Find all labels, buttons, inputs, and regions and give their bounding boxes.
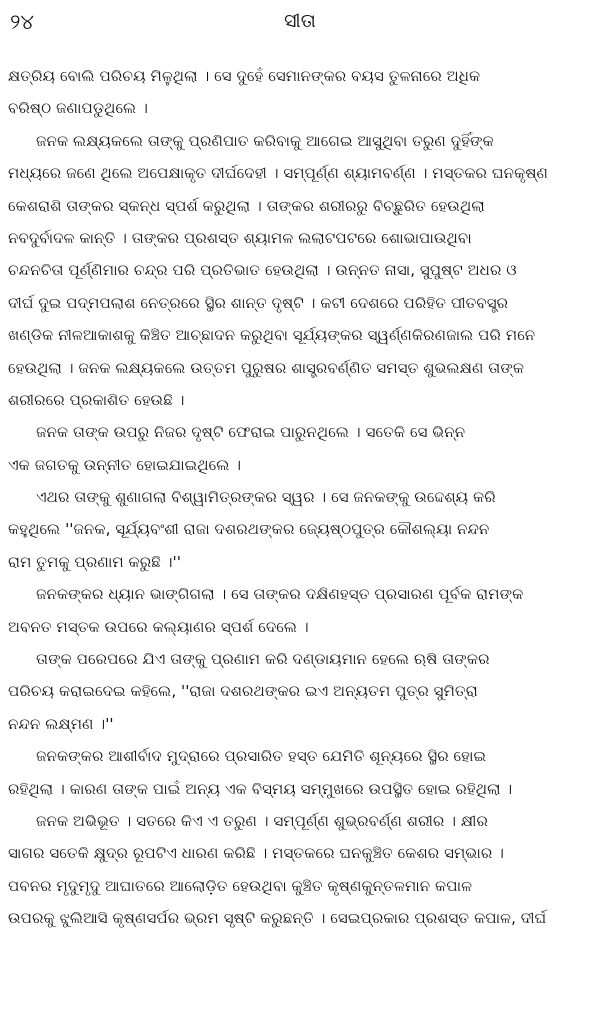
text-line: ହେଉଥିଲା । ଜନକ ଲକ୍ଷ୍ୟକଲେ ଉତ୍ତମ ପୁରୁଷର ଶାସ୍ତ୍ରବର୍ଣ୍ଣିତ ସମସ୍ତ ଶୁଭଲକ୍ଷଣ ତାଙ୍କ	[8, 358, 525, 377]
text-line: ପରିଚୟ କରାଇଦେଇ କହିଲେ, ''ରାଜା ଦଶରଥଙ୍କର ଇଏ ଅନ୍ୟତମ ପୁତ୍ର ସୁମିତ୍ରା	[8, 682, 478, 701]
text-line: ଖଣ୍ଡିକ ନୀଳଆକାଶକୁ କିଞ୍ଚିତ ଆଚ୍ଛାଦନ କରୁଥିବା ସୂର୍ଯ୍ୟଙ୍କର ସ୍ୱର୍ଣ୍ଣକିରଣଜାଲ ପରି ମନେ	[8, 326, 536, 345]
text-line: ବରିଷ୍ଠ ଜଣାପଡୁଥିଲେ ।	[8, 99, 148, 118]
running-title: ସୀତା	[284, 10, 316, 32]
text-line: ରାମ ତୁମକୁ ପ୍ରଣାମ କରୁଛି ।''	[8, 552, 181, 571]
text-line: ଅବନତ ମସ୍ତକ ଉପରେ କଲ୍ୟାଣର ସ୍ପର୍ଶ ଦେଲେ ।	[8, 617, 309, 636]
text-line: ନନ୍ଦନ ଲକ୍ଷ୍ମଣ ।''	[8, 714, 114, 733]
text-line: କ୍ଷତ୍ରିୟ ବୋଲି ପରିଚୟ ମିଳୁଥିଲା । ସେ ଦୁହେଁ ସେମାନଙ୍କର ବୟସ ତୁଳନାରେ ଅଧିକ	[8, 67, 481, 85]
text-line: ଦୀର୍ଘ ଦୁଇ ପଦ୍ମପଲାଶ ନେତ୍ରରେ ସ୍ଥିର ଶାନ୍ତ ଦୃଷ୍ଟି । କଟୀ ଦେଶରେ ପରିହିତ ପୀତବସ୍ତ୍ର	[8, 293, 509, 312]
text-line: ଜନକ ଅଭିଭୂତ । ସତରେ କିଏ ଏ ତରୁଣ । ସମ୍ପୂର୍ଣ୍ଣ ଶୁଭ୍ରବର୍ଣ୍ଣ ଶରୀର । କ୍ଷୀର	[36, 811, 488, 830]
text-line: ସାଗର ସତେକି କ୍ଷୁଦ୍ର ରୂପଟିଏ ଧାରଣ କରିଛି । ମସ୍ତକରେ ଘନକୁଞ୍ଚିତ କେଶର ସମ୍ଭାର ।	[8, 844, 505, 863]
text-line: ତାଙ୍କ ପରେପରେ ଯିଏ ତାଙ୍କୁ ପ୍ରଣାମ କରି ଦଣ୍ଡାୟମାନ ହେଲେ ଋଷି ତାଙ୍କର	[36, 650, 490, 669]
text-line: ଜନକଙ୍କର ଧ୍ୟାନ ଭାଙ୍ଗିଗଲା । ସେ ତାଙ୍କର ଦକ୍ଷିଣହସ୍ତ ପ୍ରସାରଣ ପୂର୍ବକ ରାମଙ୍କ	[36, 585, 524, 604]
text-line: ଉପରକୁ ଝୁଲିଆସି କୃଷ୍ଣସର୍ପର ଭ୍ରମ ସୃଷ୍ଟି କରୁଛନ୍ତି । ସେଇପ୍ରକାର ପ୍ରଶସ୍ତ କପାଳ, ଦୀର୍ଘ	[8, 909, 547, 928]
text-line: ରହିଥିଲା । କାରଣ ତାଙ୍କ ପାଇଁ ଅନ୍ୟ ଏକ ବିସ୍ମୟ ସମ୍ମୁଖରେ ଉପସ୍ଥିତ ହୋଇ ରହିଥିଲା ।	[8, 779, 513, 798]
page-number: ୨୪	[10, 10, 34, 34]
text-line: ଏଥର ତାଙ୍କୁ ଶୁଣାଗଲା ବିଶ୍ୱାମିତ୍ରଙ୍କର ସ୍ୱର । ସେ ଜନକଙ୍କୁ ଉଦ୍ଦେଶ୍ୟ କରି	[36, 488, 496, 507]
text-line: ମଧ୍ୟରେ ଜଣେ ଥିଲେ ଅପେକ୍ଷାକୃତ ଦୀର୍ଘଦେହୀ । ସମ୍ପୂର୍ଣ୍ଣ ଶ୍ୟାମବର୍ଣ୍ଣ । ମସ୍ତକର ଘନକୃଷ୍ଣ	[8, 164, 549, 183]
body-text	[8, 60, 592, 1011]
text-line: ଜନକ ଲକ୍ଷ୍ୟକଲେ ତାଙ୍କୁ ପ୍ରଣିପାତ କରିବାକୁ ଆଗେଇ ଆସୁଥିବା ତରୁଣ ଦୁହିଁଙ୍କ	[36, 131, 494, 150]
text-line: କେଶରାଶି ତାଙ୍କର ସ୍କନ୍ଧ ସ୍ପର୍ଶ କରୁଥିଲା । ତାଙ୍କର ଶରୀରରୁ ବିଚ୍ଛୁରିତ ହେଉଥିଲା	[8, 196, 485, 215]
page-header	[10, 6, 590, 46]
text-line: ପବନର ମୃଦୁମୃଦୁ ଆଘାତରେ ଆଲୋଡ଼ିତ ହେଉଥିବା କୁଞ୍ଚିତ କୃଷ୍ଣକୁନ୍ତଳମାନ କପାଳ	[8, 876, 473, 895]
text-line: ଏକ ଜଗତକୁ ଉନ୍ନୀତ ହୋଇଯାଇଥିଲେ ।	[8, 455, 242, 474]
text-line: ଚନ୍ଦନଚିତା ପୂର୍ଣ୍ଣିମାର ଚନ୍ଦ୍ର ପରି ପ୍ରତିଭାତ ହେଉଥିଲା । ଉନ୍ନତ ନାସା, ସୁପୁଷ୍ଟ ଅଧର ଓ	[8, 261, 517, 280]
text-line: କହୁଥିଲେ ''ଜନକ, ସୂର୍ଯ୍ୟବଂଶୀ ରାଜା ଦଶରଥଙ୍କର ଜ୍ୟେଷ୍ଠପୁତ୍ର କୌଶଲ୍ୟା ନନ୍ଦନ	[8, 520, 490, 539]
text-line: ଶରୀରରେ ପ୍ରକାଶିତ ହେଉଛି ।	[8, 390, 185, 409]
text-line: ନବଦୁର୍ବାଦଳ କାନ୍ତି । ତାଙ୍କର ପ୍ରଶସ୍ତ ଶ୍ୟାମଳ ଲଲାଟପଟରେ ଶୋଭାପାଉଥିବା	[8, 228, 472, 247]
text-line: ଜନକଙ୍କର ଆଶୀର୍ବାଦ ମୁଦ୍ରାରେ ପ୍ରସାରିତ ହସ୍ତ ଯେମିତି ଶୂନ୍ୟରେ ସ୍ଥିର ହୋଇ	[36, 747, 487, 766]
text-line: ଜନକ ତାଙ୍କ ଉପରୁ ନିଜର ଦୃଷ୍ଟି ଫେରାଇ ପାରୁନଥିଲେ । ସତେକି ସେ ଭିନ୍ନ	[36, 423, 466, 442]
